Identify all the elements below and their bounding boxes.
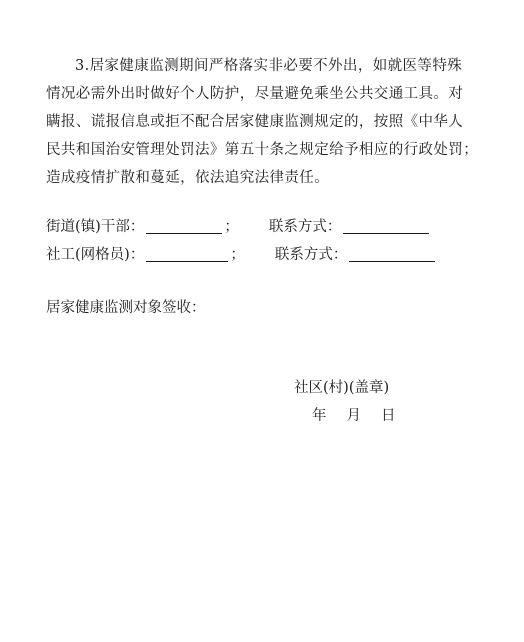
row-separator: ； bbox=[224, 219, 239, 235]
street-official-label: 街道(镇)干部： bbox=[46, 219, 145, 235]
date-day: 日 bbox=[381, 408, 396, 424]
notice-line: 情况必需外出时做好个人防护，尽量避免乘坐公共交通工具。对 bbox=[46, 86, 464, 102]
social-worker-row bbox=[46, 244, 437, 266]
social-worker-contact-label: 联系方式： bbox=[274, 247, 348, 263]
street-official-contact-blank[interactable] bbox=[343, 217, 429, 234]
notice-line: 瞒报、谎报信息或拒不配合居家健康监测规定的，按照《中华人 bbox=[46, 114, 464, 130]
row-separator: ； bbox=[230, 247, 245, 263]
notice-line: 民共和国治安管理处罚法》第五十条之规定给予相应的行政处罚； bbox=[46, 142, 479, 158]
date-line bbox=[312, 405, 396, 427]
notice-line: 3.居家健康监测期间严格落实非必要不外出，如就医等特殊 bbox=[75, 58, 463, 74]
social-worker-name-blank[interactable] bbox=[146, 245, 228, 262]
street-official-name-blank[interactable] bbox=[146, 217, 222, 234]
street-official-row bbox=[46, 216, 431, 238]
street-official-contact-label: 联系方式： bbox=[268, 219, 342, 235]
date-month: 月 bbox=[346, 408, 361, 424]
social-worker-contact-blank[interactable] bbox=[349, 245, 435, 262]
seal-label: 社区(村)(盖章) bbox=[294, 380, 390, 396]
signature-label: 居家健康监测对象签收： bbox=[46, 300, 206, 316]
date-year: 年 bbox=[312, 408, 327, 424]
notice-line: 造成疫情扩散和蔓延，依法追究法律责任。 bbox=[46, 170, 330, 186]
notice-paragraph bbox=[46, 52, 486, 192]
social-worker-label: 社工(网格员)： bbox=[46, 247, 145, 263]
